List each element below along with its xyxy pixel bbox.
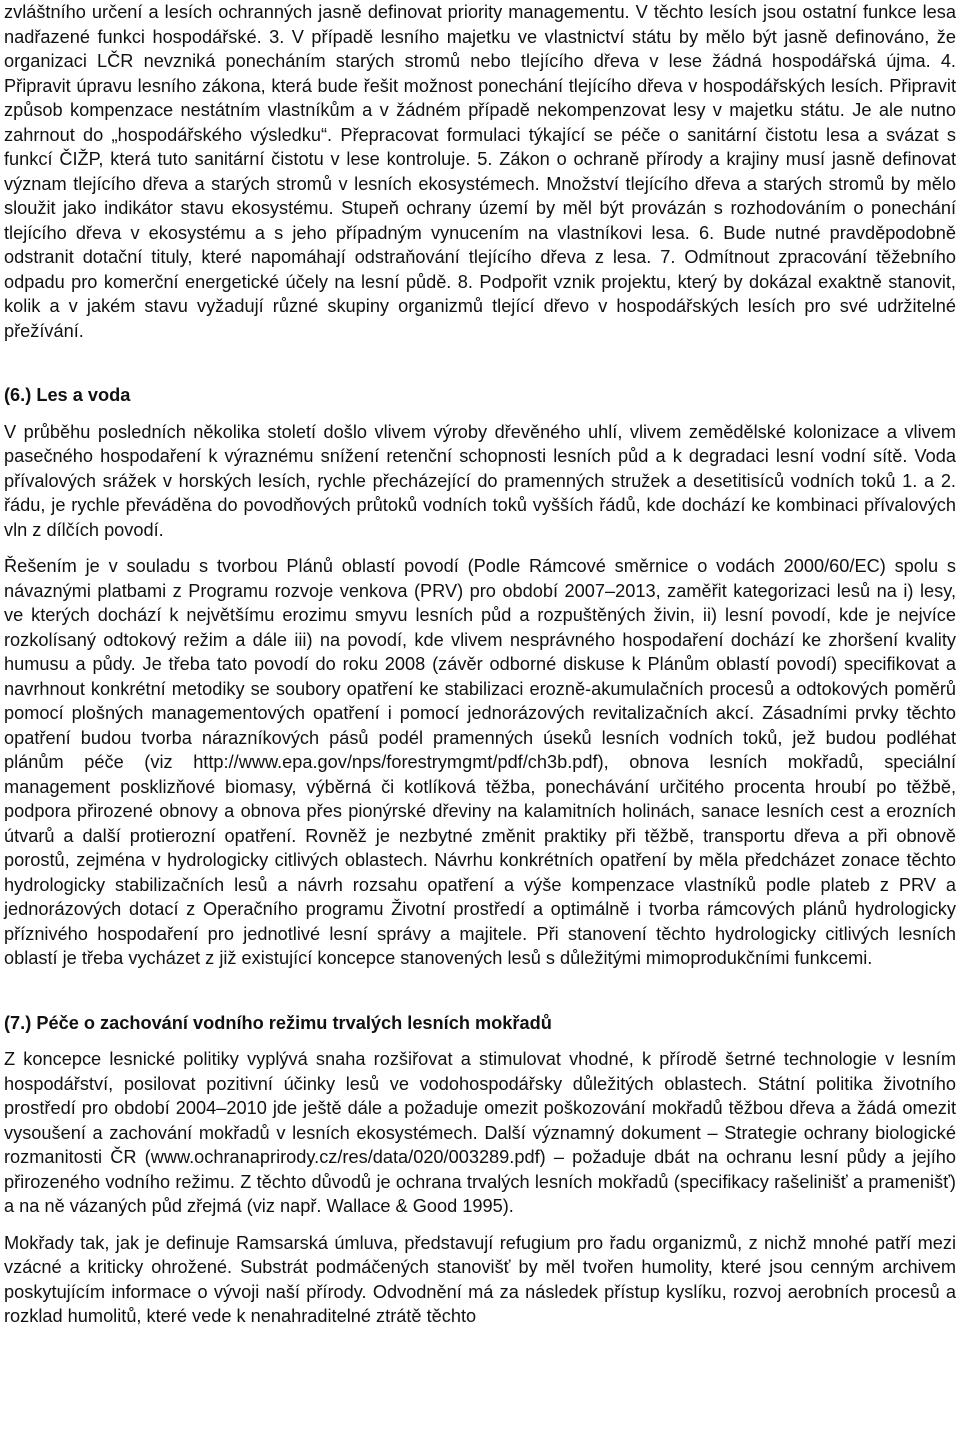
paragraph-water-history: V průběhu posledních několika století došlo vlivem výroby dřevěného uhlí, vlivem zemědělské kolonizace a vlivem pasečného hospodaření k výraznému snížení retenční schopnosti lesních půd a k degradaci lesní vodní sítě. Voda přívalových srážek v horských lesích, rychle přecházející do pramenných stružek a desetitisíců vodních toků 1. a 2. řádu, je rychle převáděna do povodňových průtoků vodních toků vyšších řádů, kde dochází ke kombinaci přívalových vln z dílčích povodí. — [4, 421, 956, 540]
document-page — [4, 0, 956, 1329]
section-heading-wetlands: (7.) Péče o zachování vodního režimu trvalých lesních mokřadů — [4, 1012, 552, 1033]
paragraph-wetland-ramsar: Mokřady tak, jak je definuje Ramsarská úmluva, představují refugium pro řadu organizmů, z nichž mnohé patří mezi vzácné a kriticky ohrožené. Substrát podmáčených stanovišť by měl tvořen humolity, které jsou cenným archivem poskytujícím informace o vývoji naší přírody. Odvodnění má za následek přístup kyslíku, rozvoj aerobních procesů a rozklad humolitů, které vede k nenahraditelné ztrátě těchto — [4, 1232, 956, 1326]
paragraph-wetland-policy: Z koncepce lesnické politiky vyplývá snaha rozšiřovat a stimulovat vhodné, k přírodě šetrné technologie v lesním hospodářství, posilovat pozitivní účinky lesů ve vodohospodářsky důležitých oblastech. Státní politika životního prostředí pro období 2004–2010 jde ještě dále a požaduje omezit poškozování mokřadů těžbou dřeva a žádá omezit vysoušení a zachování mokřadů v lesních ekosystémech. Další významný dokument – Strategie ochrany biologické rozmanitosti ČR (www.ochranaprirody.cz/res/data/020/003289.pdf) – požaduje dbát na ochranu lesní půdy a jejího přirozeného vodního režimu. Z těchto důvodů je ochrana trvalých lesních mokřadů (specifikacy rašelinišť a pramenišť) a na ně vázaných půd zřejmá (viz např. Wallace & Good 1995). — [4, 1049, 956, 1216]
section-heading-les-a-voda: (6.) Les a voda — [4, 385, 131, 405]
paragraph-policy-recommendations: zvláštního určení a lesích ochranných jasně definovat priority managementu. V těchto lesích jsou ostatní funkce lesa nadřazené funkci hospodářské. 3. V případě lesního majetku ve vlastnictví státu by mělo být jasně definováno, že organizaci LČR nevzniká ponecháním starých stromů nebo tlejícího dřeva v lese žádná hospodářská újma. 4. Připravit úpravu lesního zákona, která bude řešit možnost ponechání tlejícího dřeva v hospodářských lesích. Připravit způsob kompenzace nestátním vlastníkům a v žádném případě nekompenzovat lesy v majetku státu. Je ale nutno zahrnout do „hospodářského výsledku“. Přepracovat formulaci týkající se péče o sanitární čistotu lesa a svázat s funkcí ČIŽP, která tuto sanitární čistotu v lese kontroluje. 5. Zákon o ochraně přírody a krajiny musí jasně definovat význam tlejícího dřeva a starých stromů v lesních ekosystémech. Množství tlejícího dřeva a starých stromů by mělo sloužit jako indikátor stavu ekosystému. Stupeň ochrany území by měl být provázán s rozhodováním o ponechání tlejícího dřeva v ekosystému a s jeho případným vynucením na vlastníkovi lesa. 6. Bude nutné pravděpodobně odstranit dotační tituly, které napomáhají odstraňování tlejícího dřeva z lesa. 7. Odmítnout zpracování těžebního odpadu pro komerční energetické účely na lesní půdě. 8. Podpořit vznik projektu, který by dokázal exaktně stanovit, kolik a v jakém stavu vyžadují různé skupiny organizmů tlející dřevo v hospodářských lesích pro své udržitelné přežívání. — [4, 2, 956, 341]
paragraph-water-solution: Řešením je v souladu s tvorbou Plánů oblastí povodí (Podle Rámcové směrnice o vodách 2000/60/EC) spolu s návaznými platbami z Programu rozvoje venkova (PRV) pro období 2007–2013, zaměřit kategorizaci lesů na i) lesy, ve kterých dochází k největšímu erozimu smyvu lesních půd a rozpuštěných živin, ii) lesní povodí, kde je nejvíce rozkolísaný odtokový režim a dále iii) na povodí, kde vlivem nesprávného hospodaření dochází ke zhoršení kvality humusu a půdy. Je třeba tato povodí do roku 2008 (závěr odborné diskuse k Plánům oblastí povodí) specifikovat a navrhnout konkrétní metodiky se soubory opatření ke stabilizaci erozně-akumulačních procesů a odtokových poměrů pomocí plošných managementových opatření i pomocí jednorázových revitalizačních akcí. Zásadními prvky těchto opatření budou tvorba nárazníkových pásů podél pramenných úseků lesních vodních toků, jež budou podléhat plánům péče (viz http://www.epa.gov/nps/forestrymgmt/pdf/ch3b.pdf), obnova lesních mokřadů, speciální management posklizňové biomasy, výběrná či kotlíková těžba, ponechávání určitého procenta hroubí po těžbě, podpora přirozené obnovy a obnova přes pionýrské dřeviny na kalamitních holinách, sanace lesních cest a erozních útvarů a další protierozní opatření. Rovněž je nezbytné změnit praktiky při těžbě, transportu dřeva a při obnově porostů, zejména v hydrologicky citlivých oblastech. Návrhu konkrétních opatření by měla předcházet zonace těchto hydrologicky stabilizačních lesů a návrh rozsahu opatření a výše kompenzace vlastníků podle plateb z PRV a jednorázových dotací z Operačního programu Životní prostředí a optimálně i tvorba rámcových plánů hydrologicky příznivého hospodaření pro jednotlivé lesní správy a majitele. Při stanovení těchto hydrologicky citlivých lesních oblastí je třeba vycházet z již existující koncepce stanovených lesů s důležitými mimoprodukčními funkcemi. — [4, 556, 956, 968]
